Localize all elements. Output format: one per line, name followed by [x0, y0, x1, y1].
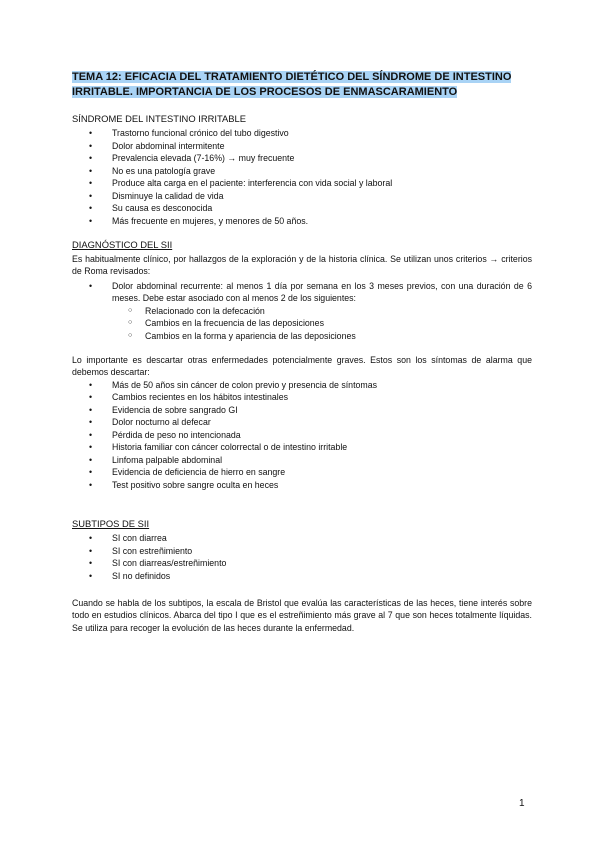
list-item: • Evidencia de sobre sangrado GI: [72, 404, 532, 417]
list-item: • Su causa es desconocida: [72, 202, 532, 215]
list-item: • Produce alta carga en el paciente: interferencia con vida social y laboral: [72, 177, 532, 190]
list-item: • Dolor abdominal intermitente: [72, 140, 532, 153]
list-item: • Evidencia de deficiencia de hierro en sangre: [72, 466, 532, 479]
list-item: • No es una patología grave: [72, 165, 532, 178]
page-title: [72, 70, 532, 100]
title-line-2: IRRITABLE. IMPORTANCIA DE LOS PROCESOS DE ENMASCARAMIENTO: [72, 86, 458, 98]
list-item: • SI con estreñimiento: [72, 545, 532, 558]
diagnostico-list: [72, 280, 532, 305]
section-alarma: [72, 354, 532, 491]
list-item: • Disminuye la calidad de vida: [72, 190, 532, 203]
section-heading-subtipos: SUBTIPOS DE SII: [72, 518, 150, 529]
list-item: • Dolor nocturno al defecar: [72, 416, 532, 429]
section-subtipos: [72, 518, 532, 634]
sub-list-item: ○ Relacionado con la defecación: [72, 305, 532, 318]
section-heading-sii: SÍNDROME DEL INTESTINO IRRITABLE: [72, 113, 246, 124]
title-line-1: TEMA 12: EFICACIA DEL TRATAMIENTO DIETÉTICO DEL SÍNDROME DE INTESTINO: [72, 71, 512, 83]
alarma-intro: Lo importante es descartar otras enfermedades potencialmente graves. Estos son los síntomas de alarma que debemos descartar:: [72, 355, 532, 378]
sub-list-item: ○ Cambios en la forma y apariencia de las deposiciones: [72, 330, 532, 343]
page-number: 1: [519, 798, 525, 809]
section-heading-diagnostico: DIAGNÓSTICO DEL SII: [72, 239, 173, 250]
section-sii: [72, 113, 532, 227]
list-item: • Trastorno funcional crónico del tubo digestivo: [72, 127, 532, 140]
list-item: • Linfoma palpable abdominal: [72, 454, 532, 467]
list-item: • Prevalencia elevada (7-16%) → muy frecuente: [72, 152, 532, 165]
list-item: • Historia familiar con cáncer colorrectal o de intestino irritable: [72, 441, 532, 454]
diagnostico-sublist: [72, 305, 532, 343]
section-diagnostico: [72, 239, 532, 342]
alarma-list: [72, 379, 532, 492]
diagnostico-intro: Es habitualmente clínico, por hallazgos de la exploración y de la historia clínica. Se utilizan unos criterios → criterios de Roma revisados:: [72, 254, 532, 277]
list-item: • Test positivo sobre sangre oculta en heces: [72, 479, 532, 492]
list-item: • Pérdida de peso no intencionada: [72, 429, 532, 442]
list-item: • SI con diarreas/estreñimiento: [72, 557, 532, 570]
list-item: • Dolor abdominal recurrente: al menos 1 día por semana en los 3 meses previos, con una duración de 6 meses. Debe estar asociado con al menos 2 de los siguientes:: [72, 280, 532, 305]
list-item: • Más frecuente en mujeres, y menores de 50 años.: [72, 215, 532, 228]
list-item: • Más de 50 años sin cáncer de colon previo y presencia de síntomas: [72, 379, 532, 392]
list-item: • Cambios recientes en los hábitos intestinales: [72, 391, 532, 404]
subtipos-paragraph: Cuando se habla de los subtipos, la escala de Bristol que evalúa las características de las heces, tiene interés sobre todo en estudios clínicos. Abarca del tipo I que es el estreñimiento más grave al 7 que son heces totalmente líquidas. Se utiliza para recoger la evolución de las heces durante la enfermedad.: [72, 598, 532, 633]
subtipos-list: [72, 532, 532, 582]
sub-list-item: ○ Cambios en la frecuencia de las deposiciones: [72, 317, 532, 330]
sii-list: [72, 127, 532, 227]
list-item: • SI con diarrea: [72, 532, 532, 545]
list-item: • SI no definidos: [72, 570, 532, 583]
